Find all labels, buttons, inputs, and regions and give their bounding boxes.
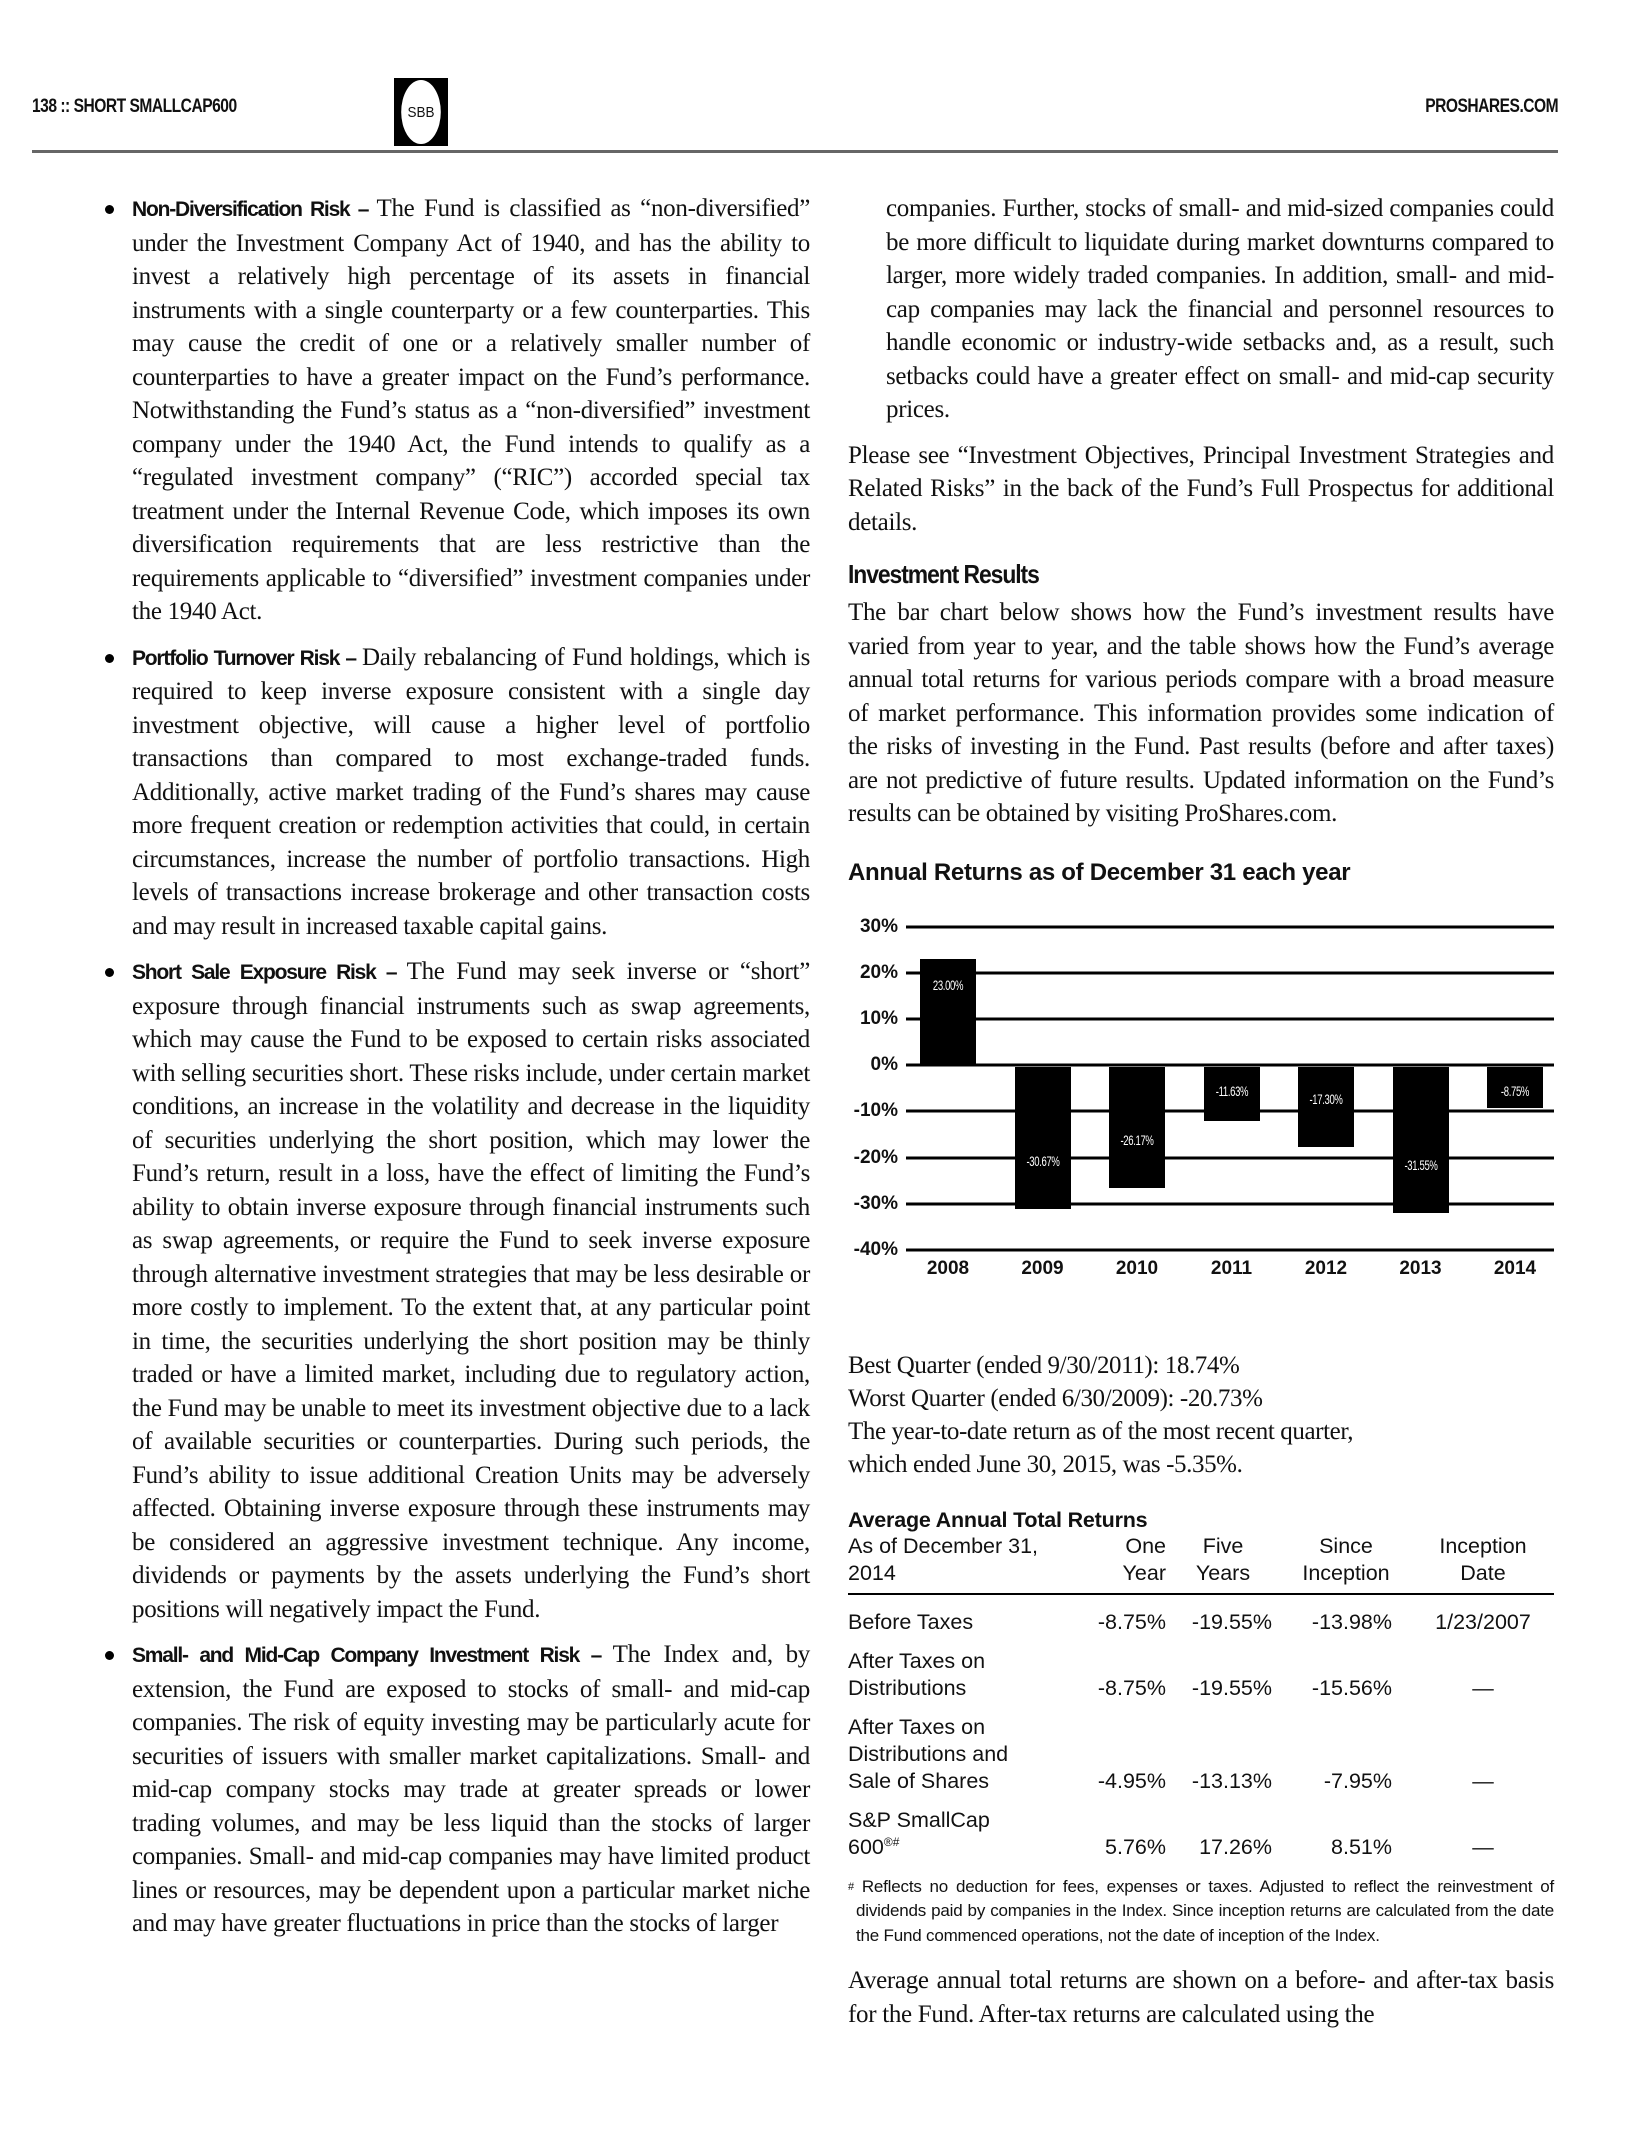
bullet-icon xyxy=(105,205,114,214)
risk-text: The Fund may seek inverse or “short” exposure through financial instruments such as swap agreements, which may cause the Fund to be exposed to certain risks associated with selling securities short. These risks include, under certain market conditions, an increase in the volatility and decrease in the liquidity of securities underlying the short position, which may lower the Fund’s return, result in a loss, have the effect of limiting the Fund’s ability to obtain inverse exposure through financial instruments such as swap agreements, or require the Fund to seek inverse exposure through alternative investment strategies that may be less desirable or more costly to implement. To the extent that, at any particular point in time, the securities underlying the short position may be thinly traded or have a limited market, including due to regulatory action, the Fund may be unable to meet its investment objective due to a lack of available securities or counterparties. During such periods, the Fund’s ability to issue additional Creation Units may be adversely affected. Obtaining inverse exposure through these instruments may be considered an aggressive investment technique. Any income, dividends or payments by the assets underlying the Fund’s short positions will negatively impact the Fund. xyxy=(132,958,810,1623)
x-axis-tick: 2008 xyxy=(926,1257,970,1279)
col-header-period: As of December 31, 2014 xyxy=(848,1533,1084,1594)
best-quarter: Best Quarter (ended 9/30/2011): 18.74% xyxy=(848,1351,1240,1379)
risk-text: Daily rebalancing of Fund holdings, which is required to keep inverse exposure consistent with a single day investment objective, will cause a higher level of portfolio transactions than compared to most exchange-traded funds. Additionally, active market trading of the Fund’s shares may cause more frequent creation or redemption activities that could, in certain circumstances, increase the number of portfolio transactions. High levels of transactions increase brokerage and other transaction costs and may result in increased taxable capital gains. xyxy=(132,643,810,940)
bar-2014 xyxy=(1487,1067,1543,1107)
y-axis-tick: 20% xyxy=(859,961,898,983)
bar-2013 xyxy=(1393,1067,1449,1213)
page-header xyxy=(32,78,1558,150)
chart-title: Annual Returns as of December 31 each year xyxy=(848,858,1351,886)
y-axis-tick: -30% xyxy=(853,1192,898,1214)
bar-value-label: -31.55% xyxy=(1403,1156,1438,1173)
five-years-value: -13.13% xyxy=(1191,1768,1272,1793)
five-years-value: -19.55% xyxy=(1191,1675,1272,1700)
col-header-since-inception: Since Inception xyxy=(1280,1533,1412,1594)
closing-paragraph: Average annual total returns are shown on a before- and after-tax basis for the Fund. After-tax returns are calculated using the xyxy=(848,1967,1554,2028)
risk-text: The Fund is classified as “non-diversified” under the Investment Company Act of 1940, and has the ability to invest a relatively high percentage of its assets in financial instruments with a single counterparty or a few counterparties. This may cause the credit of one or a relatively smaller number of counterparties to have a greater impact on the Fund’s performance. Notwithstanding the Fund’s status as a “non-diversified” investment company under the 1940 Act, the Fund intends to qualify as a “regulated investment company” (“RIC”) accorded special tax treatment under the Internal Revenue Code, which imposes its own diversification requirements that are less restrictive than the requirements applicable to “diversified” investment companies under the 1940 Act. xyxy=(132,195,810,625)
risk-dash: – xyxy=(579,1644,613,1667)
left-column xyxy=(110,192,810,1953)
bar-2012 xyxy=(1298,1067,1354,1147)
gridline xyxy=(906,1017,1554,1020)
five-years-value: 17.26% xyxy=(1199,1834,1272,1859)
y-axis-tick: 30% xyxy=(859,915,898,937)
x-axis-tick: 2014 xyxy=(1493,1257,1537,1279)
aatr-footnote: # Reflects no deduction for fees, expenses or taxes. Adjusted to reflect the reinvestment of dividends paid by companies in the Index. Since inception returns are calculated from the date the Fund commenced operations, not the date of inception of the Index. xyxy=(848,1876,1554,1945)
investment-results-text: The bar chart below shows how the Fund’s investment results have varied from year to year, and the table shows how the Fund’s average annual total returns for various periods compare with a broad measure of market performance. This information provides some indication of the risks of investing in the Fund. Past results (before and after taxes) are not predictive of future results. Updated information on the Fund’s results can be obtained by visiting ProShares.com. xyxy=(848,599,1554,827)
bar-value-label: -26.17% xyxy=(1120,1131,1154,1148)
risk-title: Portfolio Turnover Risk xyxy=(132,646,340,670)
ytd-return-line1: The year-to-date return as of the most recent quarter, xyxy=(848,1417,1354,1445)
y-axis-tick: -10% xyxy=(853,1100,898,1122)
investment-results-heading: Investment Results xyxy=(848,559,1039,589)
y-axis-tick: -40% xyxy=(853,1238,898,1260)
row-label: After Taxes on Distributions and Sale of Shares xyxy=(848,1714,1009,1793)
inception-date-value: — xyxy=(1472,1768,1494,1793)
inception-date-value: — xyxy=(1472,1675,1494,1700)
bar-value-label: 23.00% xyxy=(932,976,964,993)
risk-title: Small- and Mid-Cap Company Investment Risk xyxy=(132,1644,580,1667)
ticker-badge-label: SBB xyxy=(401,80,441,144)
risk-text: The Index and, by extension, the Fund are exposed to stocks of small- and mid-cap companies. The risk of equity investing may be particularly acute for securities of issuers with smaller market capitalizations. Small- and mid-cap company stocks may trade at greater spreads or lower trading volumes, and may be less liquid than the stocks of larger companies. Small- and mid-cap companies may have limited product lines or resources, may be dependent upon a particular market niche and may have greater fluctuations in price than the stocks of larger xyxy=(132,1641,810,1937)
x-axis-tick: 2010 xyxy=(1115,1257,1159,1279)
risk-bullet xyxy=(110,1638,810,1941)
risk-dash: – xyxy=(339,646,363,670)
see-prospectus-note: Please see “Investment Objectives, Principal Investment Strategies and Related Risks” in the back of the Fund’s Full Prospectus for additional details. xyxy=(848,441,1554,536)
bar-value-label: -17.30% xyxy=(1309,1091,1343,1108)
col-header-five-years: Five Years xyxy=(1166,1533,1280,1594)
risk-title: Short Sale Exposure Risk xyxy=(132,961,376,984)
bullet-icon xyxy=(105,1651,114,1660)
col-header-inception-date: Inception Date xyxy=(1412,1533,1554,1594)
bar-value-label: -30.67% xyxy=(1025,1152,1060,1169)
since-inception-value: -7.95% xyxy=(1323,1768,1392,1793)
aatr-row xyxy=(848,1702,1554,1795)
x-axis-tick: 2011 xyxy=(1210,1257,1253,1279)
x-axis-tick: 2013 xyxy=(1399,1257,1442,1279)
aatr-header-row xyxy=(848,1533,1554,1594)
header-divider xyxy=(32,150,1558,153)
row-label: After Taxes on Distributions xyxy=(848,1648,986,1700)
gridline xyxy=(906,925,1554,928)
small-midcap-risk-continuation: companies. Further, stocks of small- and mid-sized companies could be more difficult to liquidate during market downturns compared to larger, more widely traded companies. In addition, small- and mid-cap companies may lack the financial and personnel resources to handle economic or industry-wide setbacks and, as a result, such setbacks could have a greater effect on small- and mid-cap security prices. xyxy=(886,195,1554,423)
since-inception-value: -13.98% xyxy=(1311,1609,1392,1634)
one-year-value: -4.95% xyxy=(1097,1768,1166,1793)
one-year-value: -8.75% xyxy=(1097,1609,1166,1634)
since-inception-value: -15.56% xyxy=(1311,1675,1392,1700)
y-axis-tick: 10% xyxy=(859,1007,898,1029)
bar-2008 xyxy=(920,959,976,1065)
page-label: 138 :: SHORT SMALLCAP600 xyxy=(32,96,237,117)
y-axis-tick: 0% xyxy=(870,1054,898,1076)
five-years-value: -19.55% xyxy=(1191,1609,1272,1634)
aatr-row xyxy=(848,1795,1554,1861)
bar-value-label: -11.63% xyxy=(1215,1083,1248,1100)
quarter-summary xyxy=(848,1349,1554,1481)
worst-quarter: Worst Quarter (ended 6/30/2009): -20.73% xyxy=(848,1384,1263,1412)
one-year-value: 5.76% xyxy=(1105,1834,1166,1859)
inception-date-value: 1/23/2007 xyxy=(1435,1609,1531,1634)
gridline xyxy=(906,1248,1554,1251)
right-column xyxy=(848,192,1554,2031)
risk-bullet xyxy=(110,955,810,1626)
bar-2010 xyxy=(1109,1067,1165,1188)
bar-2009 xyxy=(1015,1067,1071,1209)
col-header-one-year: One Year xyxy=(1084,1533,1166,1594)
registered-hash-mark: ®# xyxy=(883,1834,900,1849)
aatr-row xyxy=(848,1594,1554,1636)
ticker-badge xyxy=(394,78,448,146)
risk-bullet xyxy=(110,641,810,944)
risk-dash: – xyxy=(375,961,407,984)
gridline xyxy=(906,971,1554,974)
inception-date-value: — xyxy=(1472,1834,1494,1859)
y-axis-tick: -20% xyxy=(853,1146,898,1168)
since-inception-value: 8.51% xyxy=(1331,1834,1392,1859)
row-label: S&P SmallCap 600®# xyxy=(848,1807,990,1859)
risk-dash: – xyxy=(349,198,377,221)
bullet-icon xyxy=(105,968,114,977)
one-year-value: -8.75% xyxy=(1097,1675,1166,1700)
bullet-icon xyxy=(105,654,114,663)
row-label: Before Taxes xyxy=(848,1609,974,1634)
aatr-title: Average Annual Total Returns xyxy=(848,1507,1148,1532)
bar-value-label: -8.75% xyxy=(1500,1083,1530,1100)
aatr-row xyxy=(848,1636,1554,1702)
ytd-return-line2: which ended June 30, 2015, was -5.35%. xyxy=(848,1450,1243,1478)
bar-2011 xyxy=(1204,1067,1260,1121)
risk-bullet xyxy=(110,192,810,629)
risk-title: Non-Diversification Risk xyxy=(132,198,350,221)
x-axis-tick: 2012 xyxy=(1304,1257,1348,1279)
x-axis-tick: 2009 xyxy=(1021,1257,1064,1279)
gridline xyxy=(906,1156,1554,1159)
annual-returns-bar-chart xyxy=(848,911,1554,1311)
site-link[interactable]: PROSHARES.COM xyxy=(1425,96,1558,117)
aatr-table xyxy=(848,1533,1554,1861)
gridline xyxy=(906,1202,1554,1205)
